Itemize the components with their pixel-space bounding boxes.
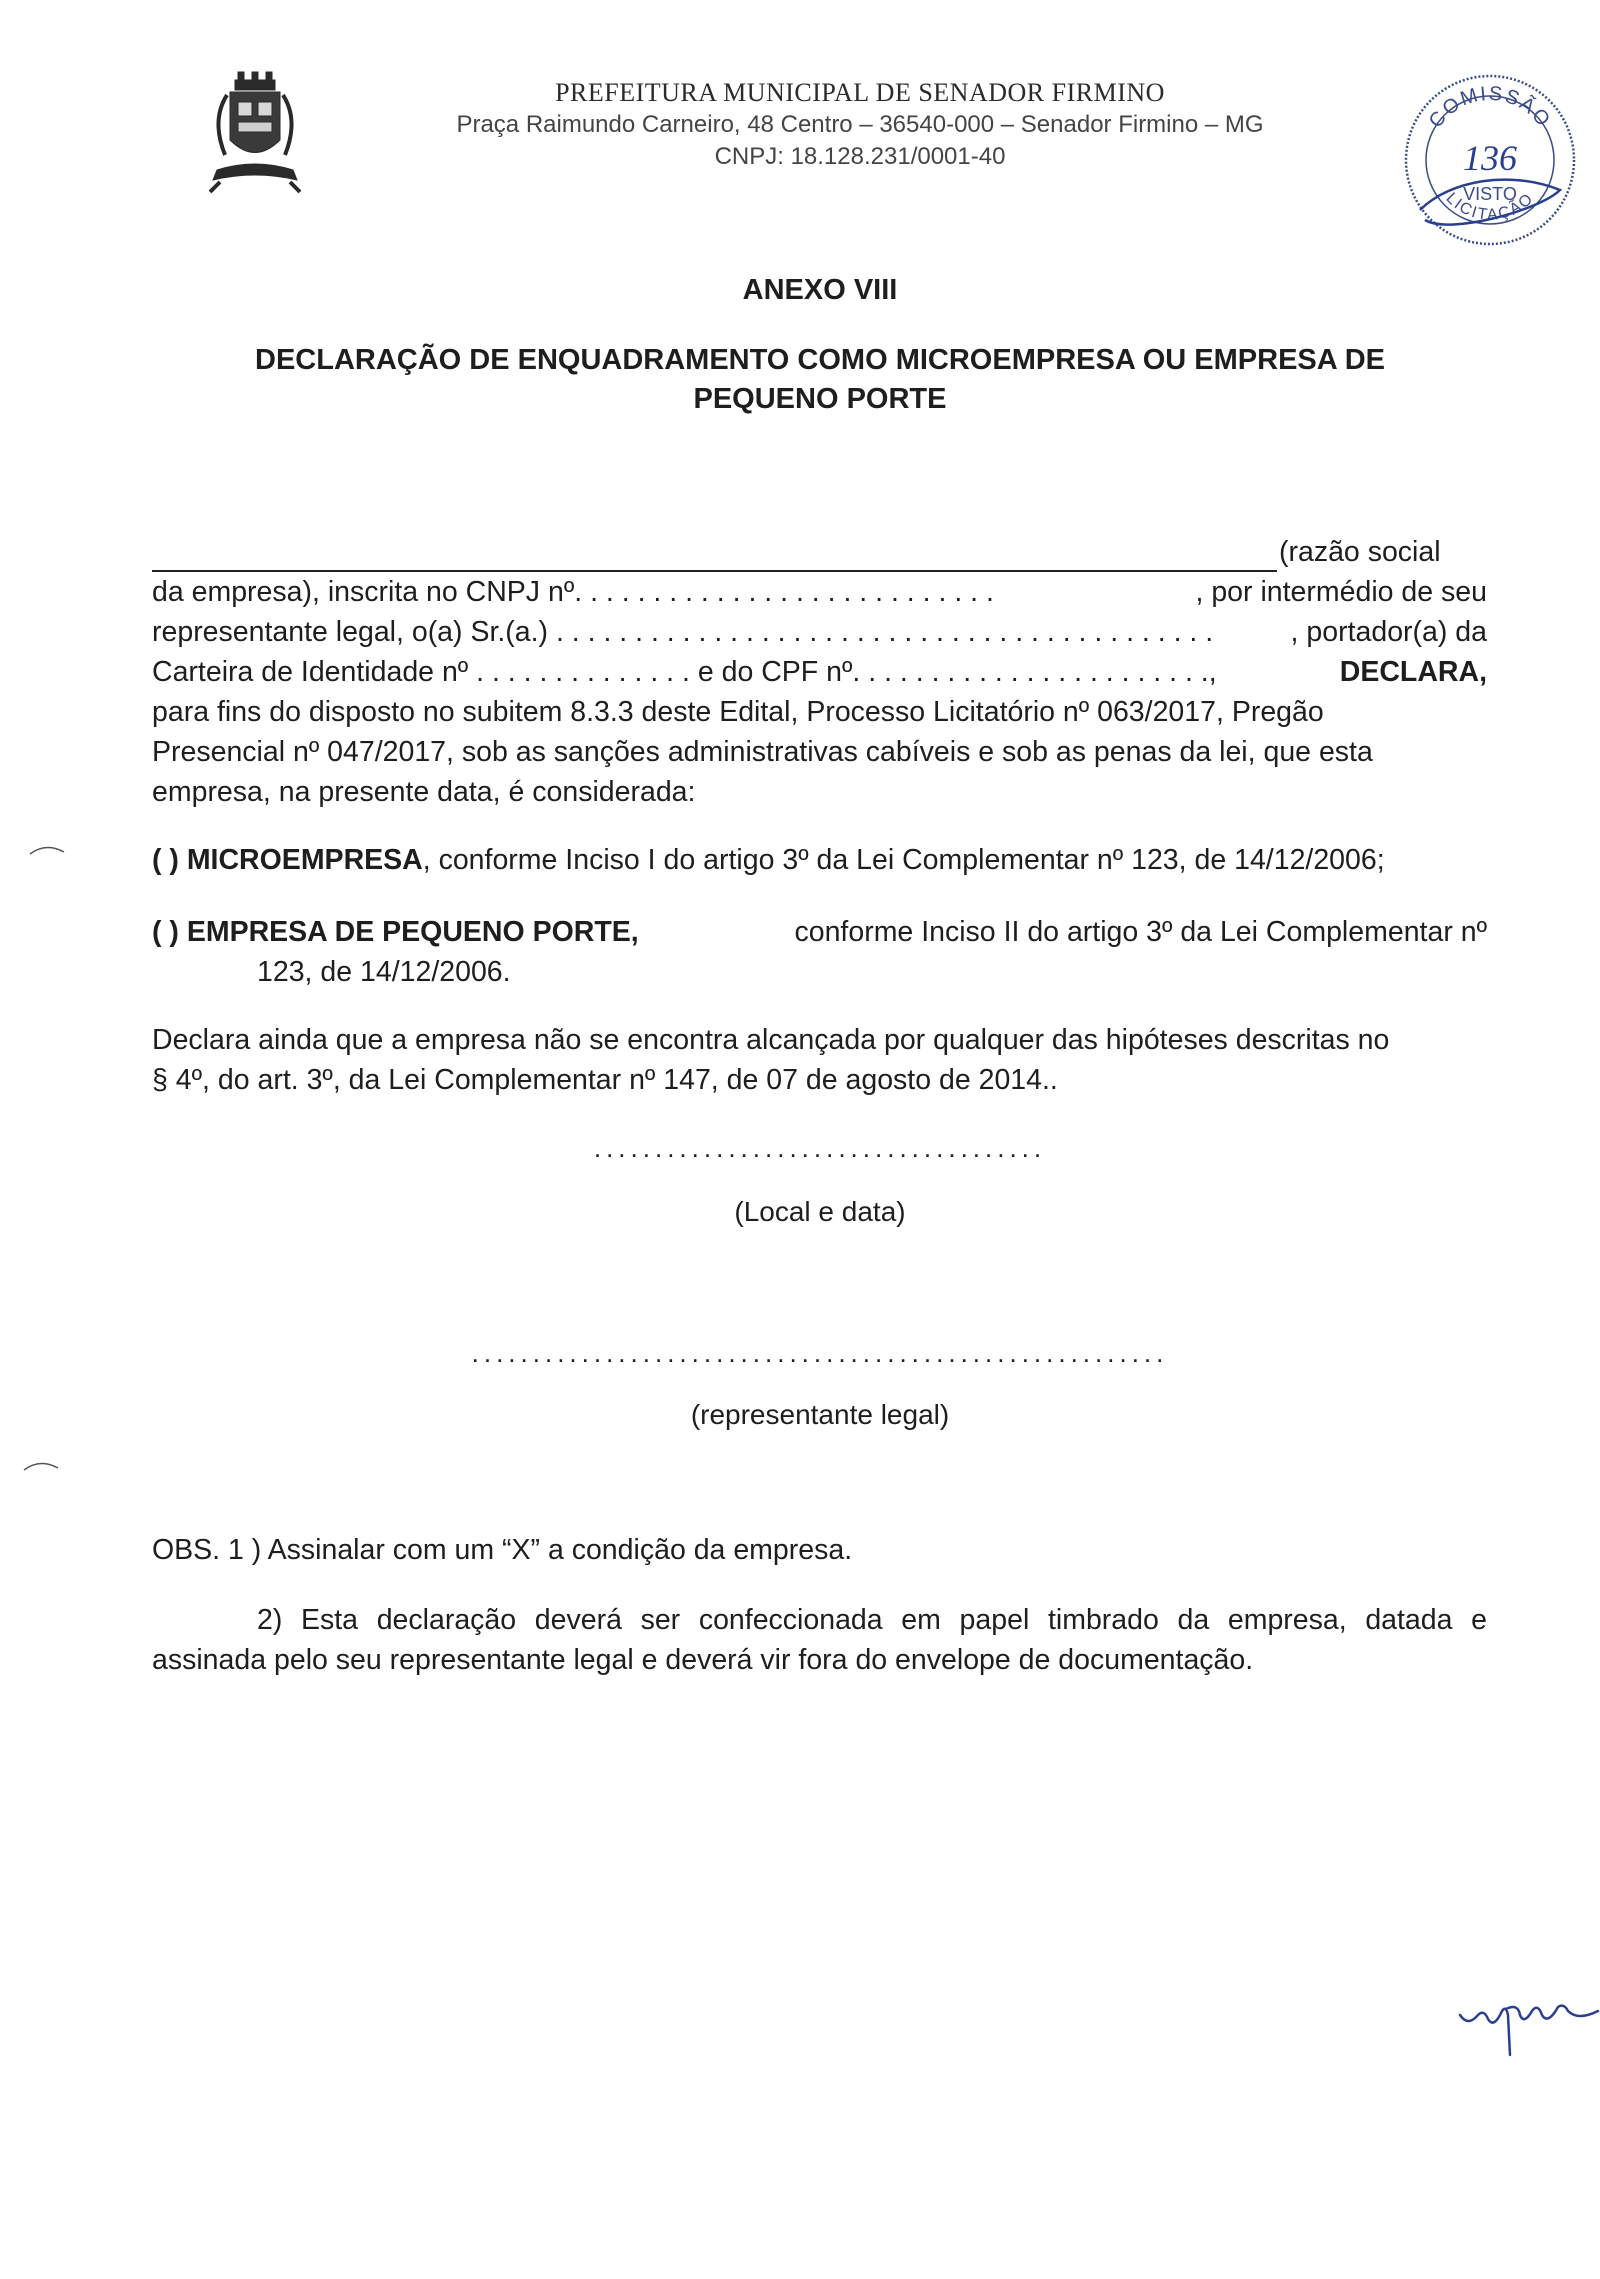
organization-address: Praça Raimundo Carneiro, 48 Centro – 36540-000 – Senador Firmino – MG — [456, 111, 1264, 138]
margin-mark — [22, 1456, 62, 1476]
stamp-number: 136 — [1463, 138, 1517, 178]
annex-title: ANEXO VIII — [742, 274, 898, 306]
svg-text:COMISSÃO — [1425, 83, 1556, 132]
paragraph-line-5: para fins do disposto no subitem 8.3.3 deste Edital, Processo Licitatório nº 063/2017, Pregão — [152, 696, 1324, 728]
commission-stamp — [1390, 60, 1590, 260]
place-date-label: (Local e data) — [734, 1196, 906, 1227]
legal-representative-label: (representante legal) — [690, 1399, 950, 1430]
declaration-title: DECLARAÇÃO DE ENQUADRAMENTO COMO MICROEMPRESA OU EMPRESA DE PEQUENO PORTE — [255, 344, 1385, 415]
observation-2: 2) Esta declaração deverá ser confeccionada em papel timbrado da empresa, datada e assinada pelo seu representante legal e deverá vir fora do envelope de documentação. — [152, 1604, 1487, 1676]
option-empresa-pequeno-porte: ( ) EMPRESA DE PEQUENO PORTE, conforme Inciso II do artigo 3º da Lei Complementar nº 123, de 14/12/2006. — [152, 912, 1487, 992]
place-date-line: ..................................... — [593, 1133, 1047, 1163]
observation-1: OBS. 1 ) Assinalar com um “X” a condição da empresa. — [152, 1534, 853, 1566]
epp-checkbox-label: ( ) EMPRESA DE PEQUENO PORTE, — [152, 916, 639, 948]
paragraph-line-1: (razão social — [152, 532, 1487, 572]
stamp-bottom-text: LICITAÇÃO — [1442, 189, 1538, 224]
microempresa-checkbox-label: ( ) MICROEMPRESA — [152, 844, 423, 876]
paragraph-line-6: Presencial nº 047/2017, sob as sanções administrativas cabíveis e sob as penas da lei, que esta — [152, 736, 1373, 768]
paragraph-line-4: Carteira de Identidade nº . . . . . . . . . . . . . . e do CPF nº. . . . . . . . . . . . . . . . . . . . . . ., DECLARA, — [152, 656, 1487, 688]
stamp-top-text: COMISSÃO — [1424, 82, 1556, 133]
signature-line: ......................................................... — [471, 1338, 1169, 1368]
coat-of-arms-icon — [205, 70, 305, 195]
paragraph-line-3: representante legal, o(a) Sr.(a.) . . . . . . . . . . . . . . . . . . . . . . . . . . . . . . . . . . . . . . . . . . , portador(a) da — [152, 616, 1487, 648]
margin-mark — [28, 840, 68, 860]
organization-cnpj: CNPJ: 18.128.231/0001-40 — [714, 143, 1006, 170]
paragraph-line-7: empresa, na presente data, é considerada: — [152, 776, 696, 808]
paragraph-line-2: da empresa), inscrita no CNPJ nº. . . . . . . . . . . . . . . . . . . . . . . . . . . , por intermédio de seu — [152, 576, 1487, 608]
option-microempresa: ( ) MICROEMPRESA, conforme Inciso I do artigo 3º da Lei Complementar nº 123, de 14/12/2006; — [152, 844, 1385, 876]
organization-name: PREFEITURA MUNICIPAL DE SENADOR FIRMINO — [555, 78, 1165, 107]
declaration-paragraph — [152, 532, 1487, 812]
company-name-blank — [152, 538, 1277, 572]
handwritten-initials — [1458, 1985, 1600, 2065]
stamp-visto: VISTO — [1463, 184, 1517, 204]
additional-declaration: Declara ainda que a empresa não se encontra alcançada por qualquer das hipóteses descritas no § 4º, do art. 3º, da Lei Complementar nº 147, de 07 de agosto de 2014.. — [152, 1024, 1390, 1096]
